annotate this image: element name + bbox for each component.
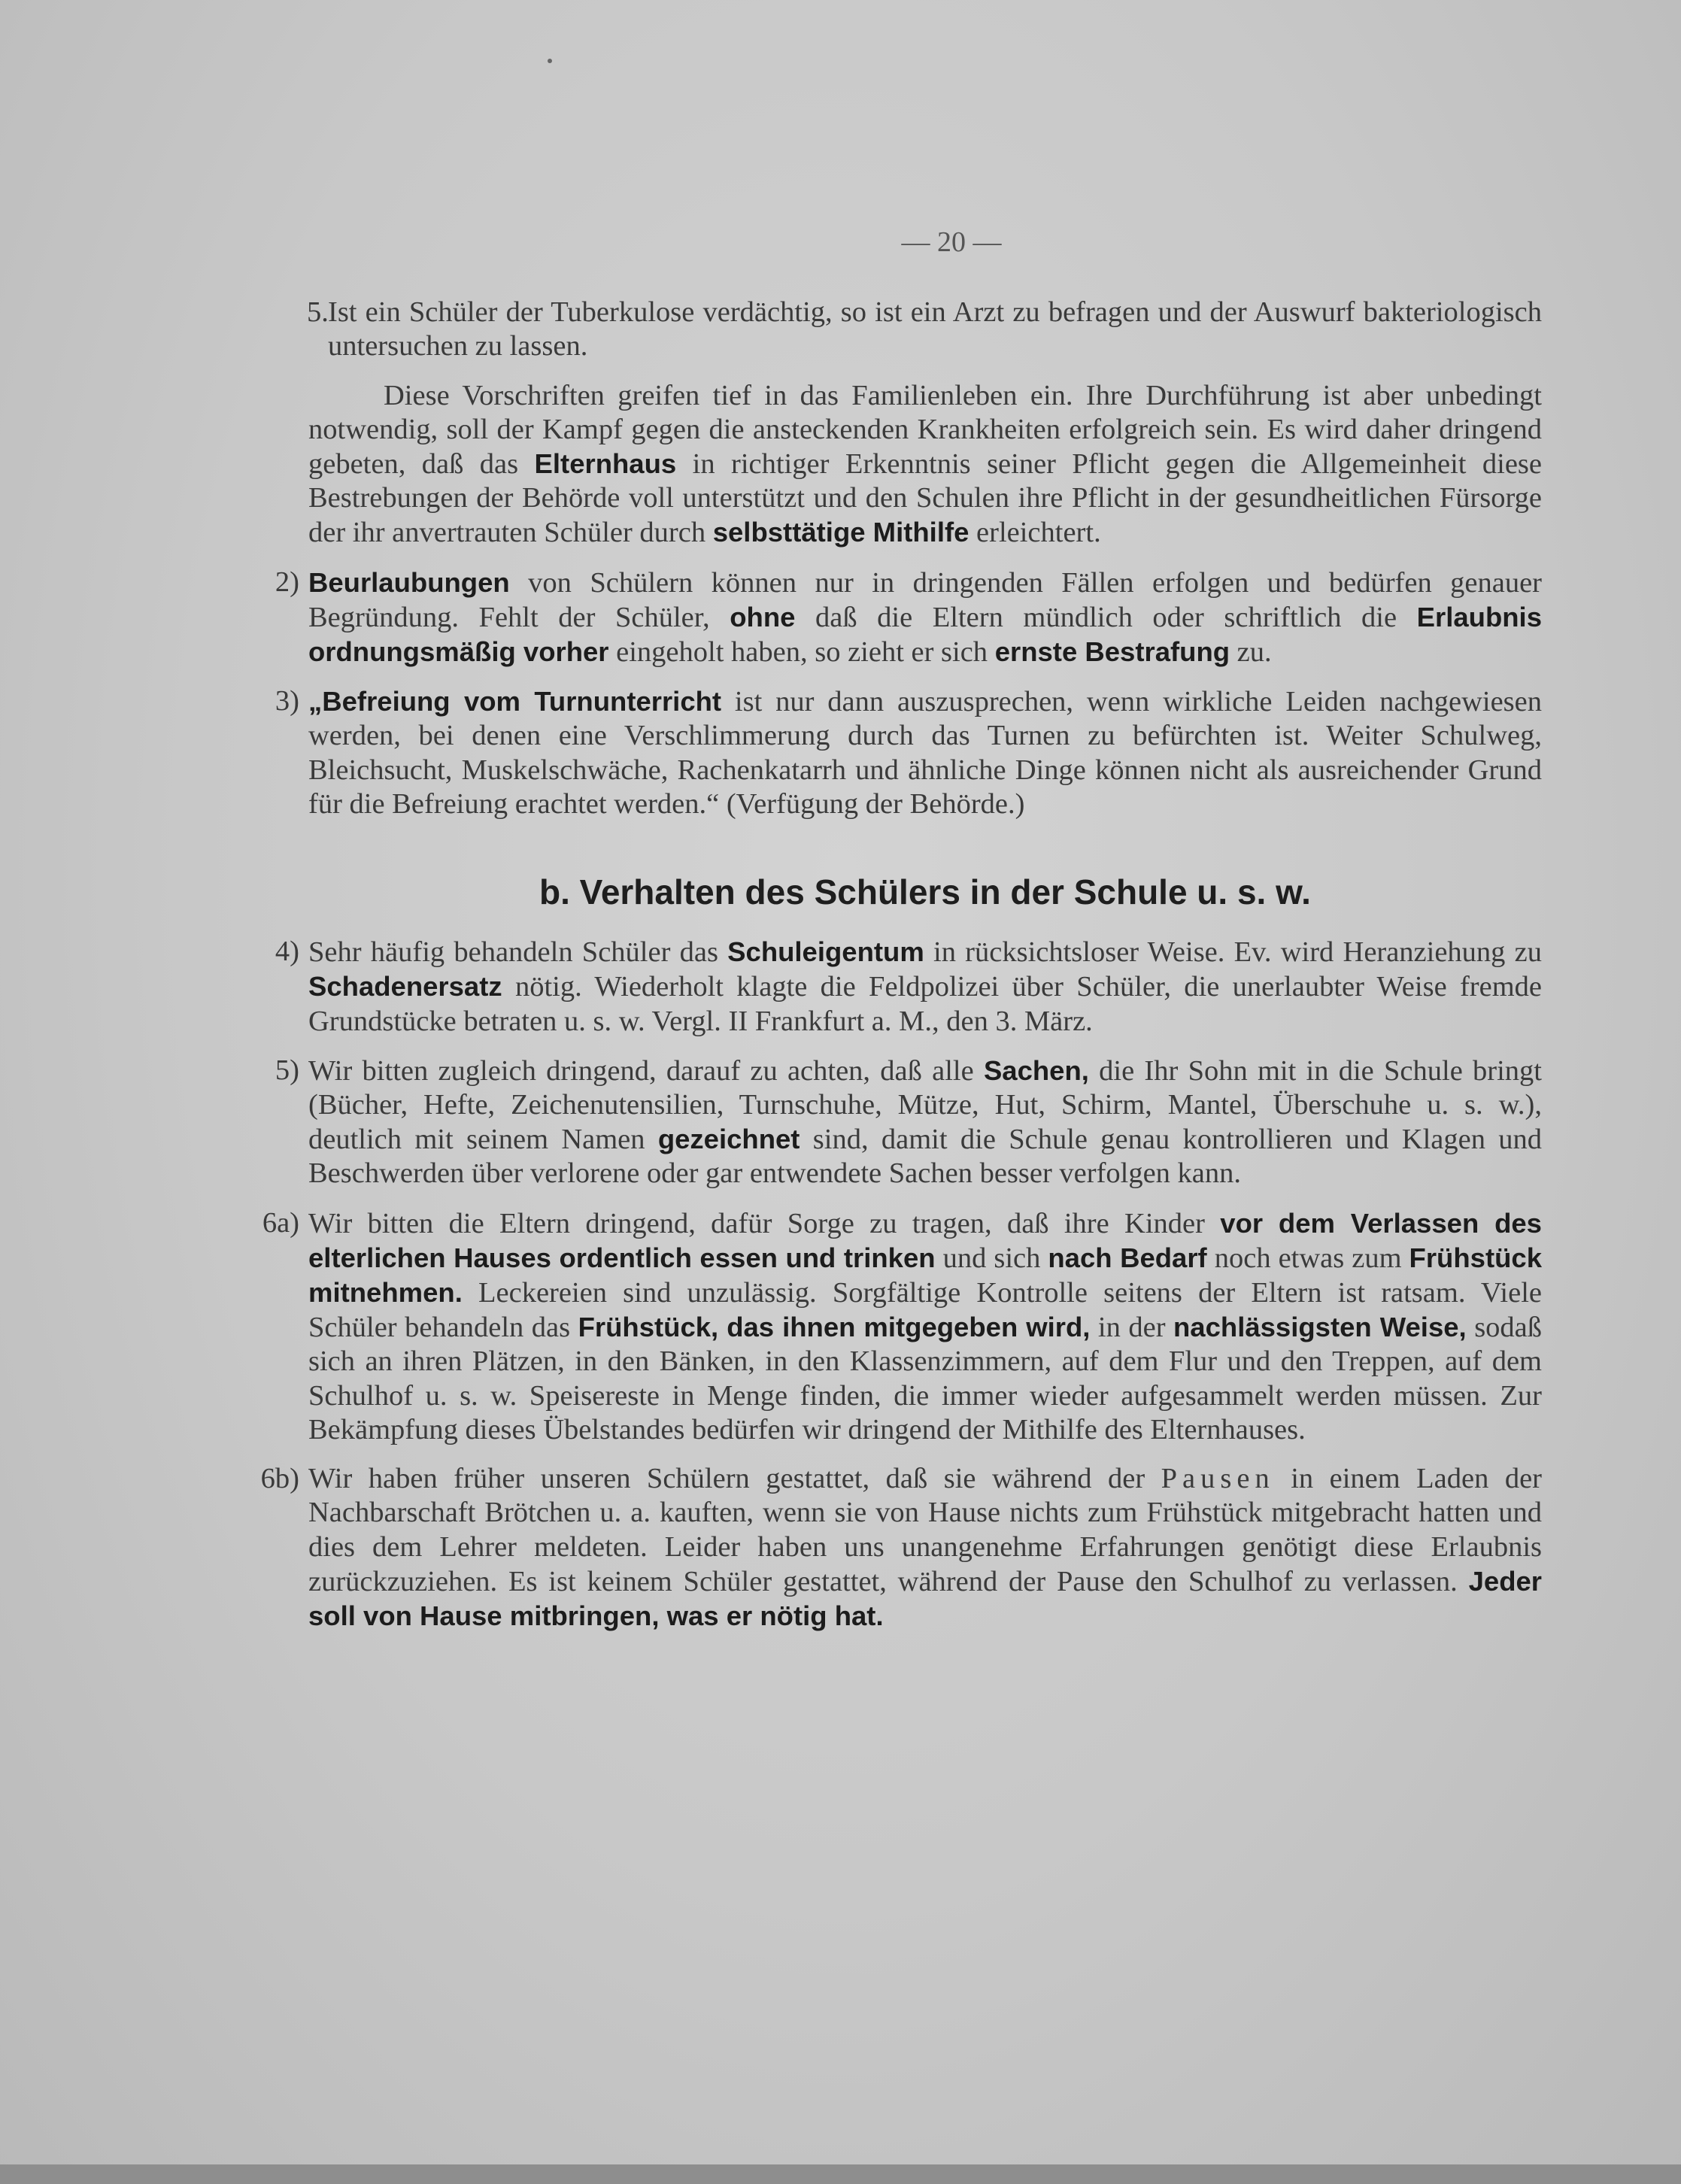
list-item-6a-breakfast: [248, 1206, 1542, 1447]
item-number: 6a): [262, 1206, 299, 1239]
bold-run: Jeder soll von Hause mitbringen, was er nötig hat.: [308, 1565, 1542, 1631]
text-run: Wir bitten zugleich dringend, darauf zu achten, daß alle: [308, 1054, 984, 1087]
item-text: [308, 1206, 1542, 1447]
text-run: nötig. Wiederholt klagte die Feldpolizei über Schüler, die unerlaubter Weise fremde Grundstücke betraten u. s. w. Vergl. II Frankfurt a. M., den 3. März.: [308, 971, 1542, 1037]
bold-run: nachlässigsten Weise,: [1173, 1312, 1467, 1343]
list-item-2-leave: [248, 566, 1542, 670]
text-run: ist nur dann auszusprechen, wenn wirkliche Leiden nachgewiesen werden, bei denen eine Verschlimmerung durch das Turnen zu befürchten ist. Weiter Schulweg, Bleichsucht, Muskelschwäche, Rachenkatarrh und ähnliche Dinge können nicht als ausreichender Grund für die Befreiung erachtet werden.“ (Verfügung der Behörde.): [308, 686, 1542, 820]
bold-run: ohne: [730, 601, 796, 632]
text-run: daß die Eltern mündlich oder schriftlich die: [795, 601, 1417, 633]
text-run: Wir bitten die Eltern dringend, dafür Sorge zu tragen, daß ihre Kinder: [308, 1207, 1221, 1239]
spaced-run: Pausen: [1161, 1463, 1275, 1495]
bold-run: Schadenersatz: [308, 971, 502, 1003]
bold-run: Schuleigentum: [727, 936, 924, 968]
item-number: 4): [275, 936, 299, 968]
text-run: noch etwas zum: [1206, 1242, 1409, 1274]
list-item-4-school-property: [248, 935, 1542, 1039]
text-run: Leckereien sind unzulässig. Sorgfältige Kontrolle seitens der Eltern ist ratsam. Viele Schüler behandeln das: [308, 1277, 1542, 1344]
bold-run: Beurlaubungen: [308, 566, 510, 598]
bold-run: „Befreiung vom Turnunterricht: [308, 686, 722, 717]
text-run: von Schülern können nur in dringenden Fällen erfolgen und bedürfen genauer Begründung. Fehlt der Schüler,: [308, 566, 1542, 633]
list-item-5-tuberculosis: [248, 296, 1542, 363]
text-run: und sich: [935, 1242, 1048, 1274]
bold-run: nach Bedarf: [1048, 1242, 1207, 1273]
text-run: in richtiger Erkenntnis seiner Pflicht gegen die Allgemeinheit diese Bestrebungen der Behörde voll unterstützt und den Schulen ihre Pflicht in der gesundheitlichen Fürsorge der ihr anvertrauten Schüler durch: [308, 448, 1542, 549]
bold-run: Elternhaus: [534, 448, 677, 480]
text-run: sodaß sich an ihren Plätzen, in den Bänken, in den Klassenzimmern, auf dem Flur und den Treppen, auf dem Schulhof u. s. w. Speisereste in Menge finden, die immer wieder aufgesammelt werden müssen. Zur Bekämpfung dieses Übelstandes bedürfen wir dringend der Mithilfe des Elternhauses.: [308, 1312, 1543, 1445]
text-run: sind, damit die Schule genau kontrollieren und Klagen und Beschwerden über verlorene oder gar entwendete Sachen besser verfolgen kann.: [308, 1124, 1542, 1190]
bold-run: Frühstück, das ihnen mitgegeben wird,: [578, 1312, 1091, 1343]
text-run: Diese Vorschriften greifen tief in das Familienleben ein. Ihre Durchführung ist aber unbedingt notwendig, soll der Kampf gegen die ansteckenden Krankheiten erfolgreich sein. Es wird daher dringend gebeten, daß das: [308, 379, 1542, 481]
item-number: 2): [275, 566, 299, 598]
text-run: Sehr häufig behandeln Schüler das: [308, 936, 728, 969]
page-number: — 20 —: [901, 226, 1002, 258]
item-number: 5.: [307, 296, 329, 329]
text-run: in der: [1090, 1312, 1173, 1344]
paragraph-family-life: [248, 379, 1542, 551]
bold-run: ernste Bestrafung: [994, 636, 1230, 668]
bold-run: gezeichnet: [657, 1124, 800, 1155]
list-item-5-belongings: [248, 1054, 1542, 1191]
bold-run: selbsttätige Mithilfe: [712, 517, 969, 548]
text-run: die Ihr Sohn mit in die Schule bringt (Bücher, Hefte, Zeichenutensilien, Turnschuhe, Mütze, Hut, Schirm, Mantel, Überschuhe u. s. w.), deutlich mit seinem Namen: [308, 1054, 1542, 1156]
text-run: zu.: [1230, 636, 1272, 669]
item-number: 5): [275, 1054, 299, 1086]
item-text: [308, 1054, 1542, 1191]
text-run: Wir haben früher unseren Schülern gestattet, daß sie während der: [308, 1463, 1161, 1495]
item-number: 6b): [260, 1463, 299, 1495]
item-text: [308, 935, 1542, 1039]
bold-run: Frühstück mitnehmen.: [308, 1242, 1542, 1309]
text-run: erleichtert.: [969, 517, 1101, 549]
bold-run: Erlaubnis ordnungsmäßig vorher: [308, 601, 1542, 668]
item-number: 3): [275, 685, 299, 717]
text-run: in rücksichtsloser Weise. Ev. wird Heranziehung zu: [924, 936, 1542, 969]
text-run: eingeholt haben, so zieht er sich: [608, 636, 995, 669]
item-text: Ist ein Schüler der Tuberkulose verdächtig, so ist ein Arzt zu befragen und der Auswurf bakteriologisch untersuchen zu lassen.: [328, 296, 1542, 362]
list-item-3-gym-exemption: [248, 684, 1542, 821]
text-run: in einem Laden der Nachbarschaft Brötchen u. a. kauften, wenn sie von Hause nichts zum Frühstück mitgebracht hatten und dies dem Lehrer meldeten. Leider haben uns unangenehme Erfahrungen genötigt diese Erlaubnis zurückzuziehen. Es ist keinem Schüler gestattet, während der Pause den Schulhof zu verlassen.: [308, 1463, 1542, 1597]
item-text: [308, 684, 1542, 821]
item-text: [308, 566, 1542, 670]
list-item-6b-breaks: [248, 1462, 1542, 1633]
item-text: [308, 1462, 1542, 1633]
page-content: [248, 226, 1542, 1649]
ink-speck: [548, 59, 552, 63]
bold-run: vor dem Verlassen des elterlichen Hauses ordentlich essen und trinken: [308, 1207, 1542, 1273]
scan-border: [0, 2164, 1681, 2184]
bold-run: Sachen,: [983, 1054, 1089, 1086]
section-heading: b. Verhalten des Schülers in der Schule u. s. w.: [539, 872, 1311, 912]
